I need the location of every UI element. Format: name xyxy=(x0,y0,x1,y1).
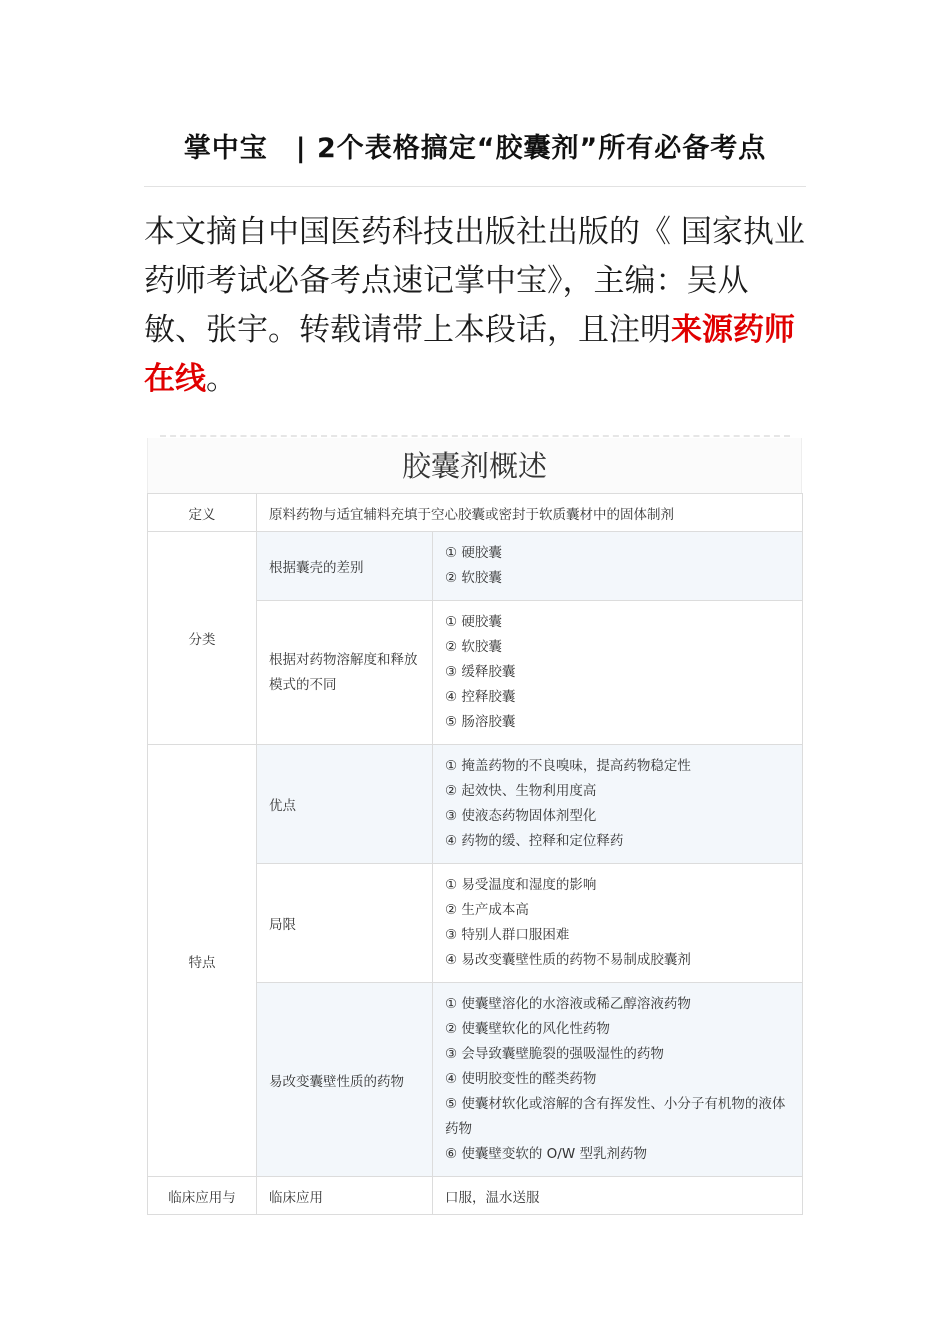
list-item: ③ 缓释胶囊 xyxy=(445,664,516,680)
list-item: ④ 控释胶囊 xyxy=(445,689,516,705)
table-row xyxy=(148,1177,803,1215)
list-cell xyxy=(433,601,803,745)
capsule-overview-table xyxy=(147,438,802,1215)
table-row xyxy=(148,745,803,864)
list-item: ② 软胶囊 xyxy=(445,570,502,586)
table-row xyxy=(148,494,803,532)
list-item: ⑤ 使囊材软化或溶解的含有挥发性、小分子有机物的液体药物 xyxy=(445,1096,786,1137)
list-cell xyxy=(433,745,803,864)
list-item: ④ 药物的缓、控释和定位释药 xyxy=(445,833,624,849)
overview-table xyxy=(147,493,803,1215)
list-cell xyxy=(433,983,803,1177)
definition-value: 原料药物与适宜辅料充填于空心胶囊或密封于软质囊材中的固体制剂 xyxy=(257,494,803,532)
table-row xyxy=(148,532,803,601)
list-item: ③ 使液态药物固体剂型化 xyxy=(445,808,597,824)
list-item: ② 起效快、生物利用度高 xyxy=(445,783,597,799)
sub-label: 优点 xyxy=(257,745,433,864)
dashed-divider xyxy=(160,435,790,437)
sub-label: 易改变囊壁性质的药物 xyxy=(257,983,433,1177)
list-item: ② 使囊壁软化的风化性药物 xyxy=(445,1021,610,1037)
list-item: ④ 使明胶变性的醛类药物 xyxy=(445,1071,597,1087)
title-divider xyxy=(144,186,806,187)
source-link[interactable]: 来源药师在线 xyxy=(144,312,795,397)
row-label-clinical: 临床应用与 xyxy=(148,1177,257,1215)
list-cell xyxy=(433,532,803,601)
list-item: ③ 会导致囊壁脆裂的强吸湿性的药物 xyxy=(445,1046,664,1062)
page-title: 掌中宝 | 2个表格搞定“胶囊剂”所有必备考点 xyxy=(183,133,767,164)
list-item: ① 掩盖药物的不良嗅味，提高药物稳定性 xyxy=(445,758,691,774)
list-item: ② 生产成本高 xyxy=(445,902,529,918)
sub-label: 根据对药物溶解度和释放模式的不同 xyxy=(257,601,433,745)
row-label-definition: 定义 xyxy=(148,494,257,532)
list-item: ① 硬胶囊 xyxy=(445,545,502,561)
intro-suffix: 。 xyxy=(206,361,237,397)
list-item: ④ 易改变囊壁性质的药物不易制成胶囊剂 xyxy=(445,952,691,968)
list-item: ⑥ 使囊壁变软的 O/W 型乳剂药物 xyxy=(445,1146,647,1162)
list-item: ① 硬胶囊 xyxy=(445,614,502,630)
intro-paragraph xyxy=(144,208,806,404)
sub-label: 根据囊壳的差别 xyxy=(257,532,433,601)
row-label-features: 特点 xyxy=(148,745,257,1177)
table-title: 胶囊剂概述 xyxy=(147,438,802,493)
sub-label: 临床应用 xyxy=(257,1177,433,1215)
list-item: ① 使囊壁溶化的水溶液或稀乙醇溶液药物 xyxy=(445,996,691,1012)
list-item: ① 易受温度和湿度的影响 xyxy=(445,877,597,893)
list-item: ⑤ 肠溶胶囊 xyxy=(445,714,516,730)
list-cell xyxy=(433,864,803,983)
clinical-value: 口服，温水送服 xyxy=(433,1177,803,1215)
list-item: ③ 特别人群口服困难 xyxy=(445,927,570,943)
sub-label: 局限 xyxy=(257,864,433,983)
row-label-classification: 分类 xyxy=(148,532,257,745)
intro-text: 本文摘自中国医药科技出版社出版的《 国家执业药师考试必备考点速记掌中宝》，主编：吴从敏、张宇。转载请带上本段话，且注明 xyxy=(144,214,805,348)
list-item: ② 软胶囊 xyxy=(445,639,502,655)
